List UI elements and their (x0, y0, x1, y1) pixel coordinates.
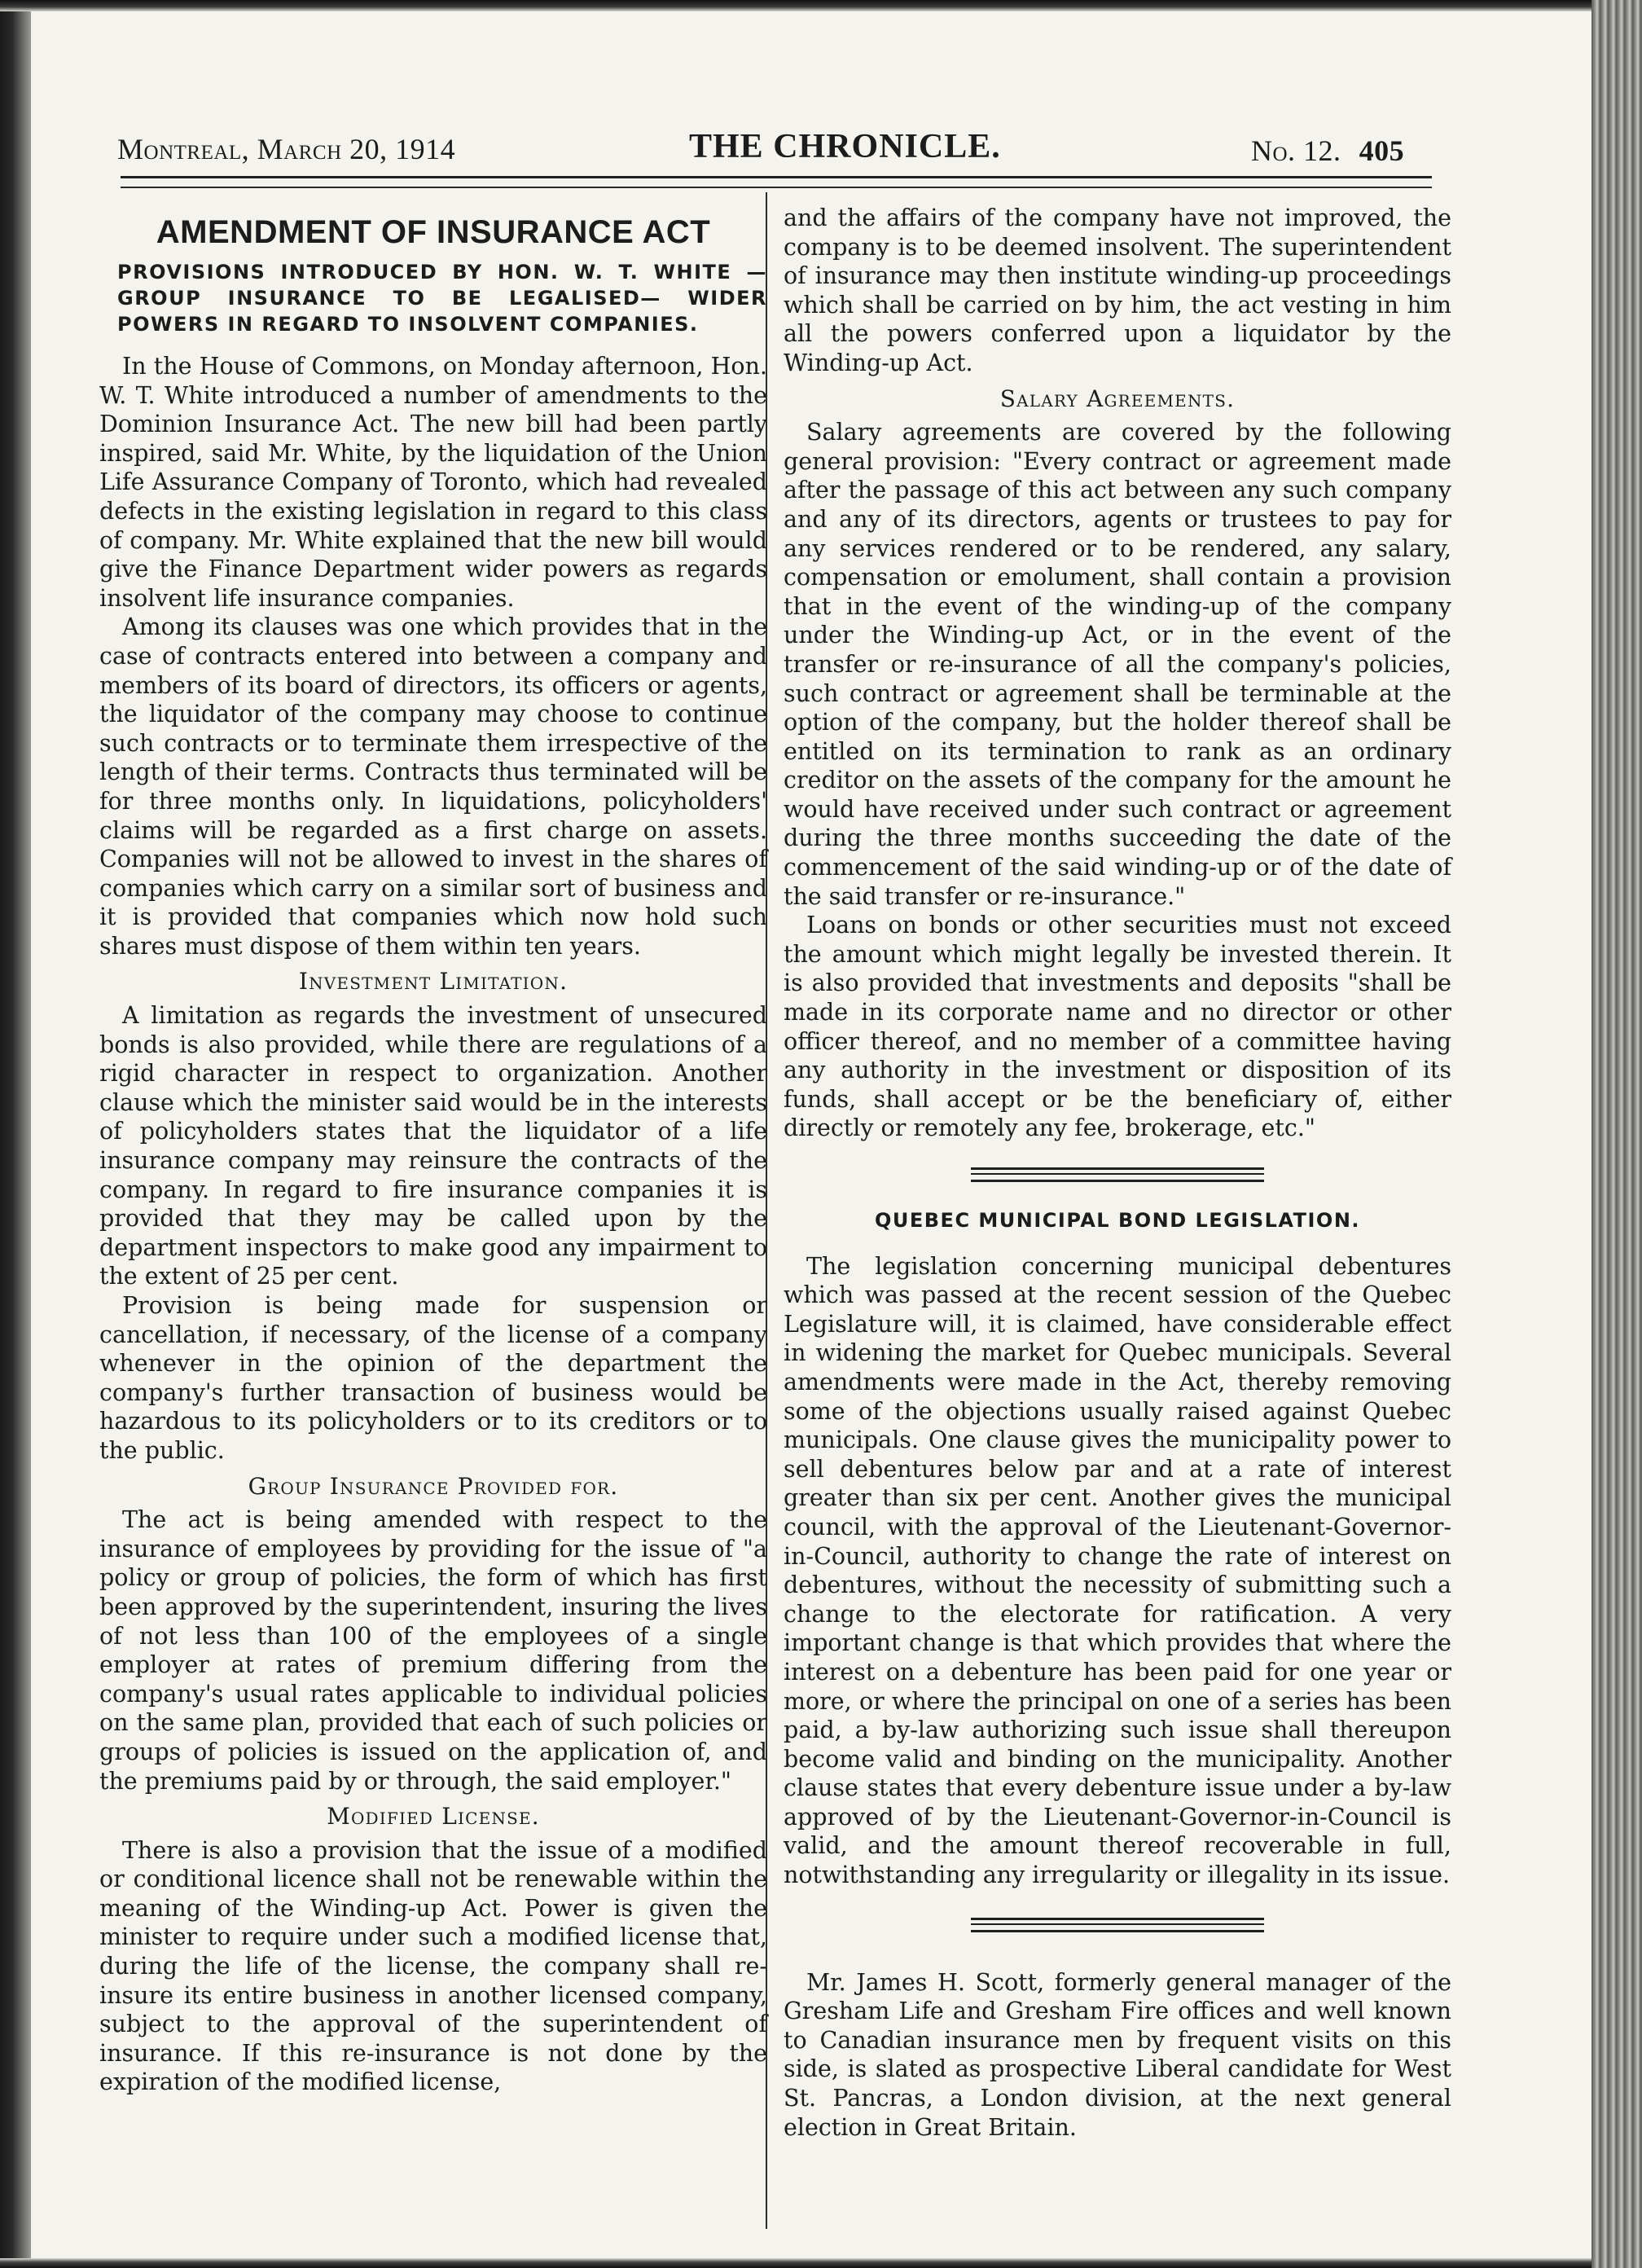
paragraph: A limitation as regards the investment of unsecured bonds is also provided, while there are regulations of a rigid character in respect to organization. Another clause which the minister said would be in the interests of policyholders states that the liquidator of a life insurance company may reinsure the contracts of the company. In regard to fire insurance companies it is provided that they may be called upon by the department inspectors to make good any impairment to the extent of 25 per cent. (99, 1002, 767, 1290)
paragraph: Loans on bonds or other securities must not exceed the amount which might legally be invested therein. It is also provided that investments and deposits "shall be made in its corporate name and no director or other officer thereof, and no member of a committee having any authority in the investment or disposition of its funds, shall accept or be the beneficiary of, either directly or remotely any fee, brokerage, etc." (784, 912, 1451, 1142)
publication-title: THE CHRONICLE. (689, 128, 1001, 165)
article-title: QUEBEC MUNICIPAL BOND LEGISLATION. (874, 1209, 1361, 1232)
header-rule (121, 176, 1432, 188)
paragraph: The act is being amended with respect to the insurance of employees by providing for the issue of "a policy or group of policies, the form of which has first been approved by the superintendent, insuring the lives of not less than 100 of the employees of a single employer at rates of premium differing from the company's usual rates applicable to individual policies on the same plan, provided that each of such policies or groups of policies is issued on the application of, and the premiums paid by or through, the said employer." (99, 1506, 767, 1795)
issue-info (1251, 134, 1404, 168)
article-subtitle: PROVISIONS INTRODUCED BY HON. W. T. WHITE —GROUP INSURANCE TO BE LEGALISED— WIDER POWERS IN REGARD TO INSOLVENT COMPANIES. (117, 261, 767, 336)
column-left (99, 204, 767, 2097)
section-heading-salary: Salary Agreements. (999, 385, 1236, 412)
issue-number: No. 12. (1251, 134, 1341, 167)
scan-border-top (0, 0, 1642, 11)
article-title: AMENDMENT OF INSURANCE ACT (156, 214, 711, 250)
section-heading-modified-license: Modified License. (327, 1803, 540, 1831)
running-header (88, 122, 1432, 173)
column-right (784, 204, 1451, 2142)
paragraph: The legislation concerning municipal debentures which was passed at the recent session of the Quebec Legislature will, it is claimed, have considerable effect in widening the market for Quebec municipals. Several amendments were made in the Act, thereby removing some of the objections usually raised against Quebec municipals. One clause gives the municipality power to sell debentures below par and at a rate of interest greater than six per cent. Another gives the municipal council, with the approval of the Lieutenant-Governor-in-Council, authority to change the rate of interest on debentures, without the necessity of submitting such a change to the electorate for ratification. A very important change is that which provides that where the interest on a debenture has been paid for one year or more, or where the principal on one of a series has been paid, a by-law authorizing such issue shall thereupon become valid and binding on the municipality. Another clause states that every debenture issue under a by-law approved of by the Lieutenant-Governor-in-Council is valid, and the amount thereof recoverable in full, notwithstanding any irregularity or illegality in its issue. (784, 1252, 1451, 1889)
book-binding-edge (1592, 0, 1642, 2268)
paragraph: There is also a provision that the issue of a modified or conditional licence shall not be renewable within the meaning of the Winding-up Act. Power is given the minister to require under such a modified license that, during the life of the license, the company shall re-insure its entire business in another licensed company, subject to the approval of the superintendent of insurance. If this re-insurance is not done by the expiration of the modified license, (99, 1836, 767, 2096)
paragraph: Mr. James H. Scott, formerly general manager of the Gresham Life and Gresham Fire offices and well known to Canadian insurance men by frequent visits on this side, is slated as prospective Liberal candidate for West St. Pancras, a London division, at the next general election in Great Britain. (784, 1968, 1451, 2141)
scan-border-left (0, 0, 31, 2268)
paragraph: Among its clauses was one which provides that in the case of contracts entered into between a company and members of its board of directors, its officers or agents, the liquidator of the company may choose to continue such contracts or to terminate them irrespective of the length of their terms. Contracts thus terminated will be for three months only. In liquidations, policyholders' claims will be regarded as a first charge on assets. Companies will not be allowed to invest in the shares of companies which carry on a similar sort of business and it is provided that companies which now hold such shares must dispose of them within ten years. (99, 613, 767, 960)
paragraph: Salary agreements are covered by the following general provision: "Every contract or agreement made after the passage of this act between any such company and any of its directors, agents or trustees to pay for any services rendered or to be rendered, any salary, compensation or emolument, shall contain a provision that in the event of the winding-up of the company under the Winding-up Act, or in the event of the transfer or re-insurance of all the company's policies, such contract or agreement shall be terminable at the option of the company, but the holder thereof shall be entitled on its termination to rank as an ordinary creditor on the assets of the company for the amount he would have received under such contract or agreement during the three months succeeding the date of the commencement of the said winding-up or of the date of the said transfer or re-insurance." (784, 419, 1451, 910)
page-number: 405 (1359, 134, 1405, 167)
section-heading-group-insurance: Group Insurance Provided for. (248, 1472, 619, 1500)
paragraph: Provision is being made for suspension or cancellation, if necessary, of the license of a company whenever in the opinion of the department the company's further transaction of business would be hazardous to its policyholders or to its creditors or to the public. (99, 1292, 767, 1464)
paragraph: In the House of Commons, on Monday afternoon, Hon. W. T. White introduced a number of amendments to the Dominion Insurance Act. The new bill had been partly inspired, said Mr. White, by the liquidation of the Union Life Assurance Company of Toronto, which had revealed defects in the existing legislation in regard to this class of company. Mr. White explained that the new bill would give the Finance Department wider powers as regards insolvent life insurance companies. (99, 353, 767, 612)
paragraph-continued: and the affairs of the company have not improved, the company is to be deemed insolvent. The superintendent of insurance may then institute winding-up proceedings which shall be carried on by him, the act vesting in him all the powers conferred upon a liquidator by the Winding-up Act. (784, 204, 1451, 376)
section-separator (971, 1167, 1264, 1182)
scan-border-bottom (0, 2258, 1642, 2268)
section-heading-investment: Investment Limitation. (298, 968, 569, 996)
section-separator (971, 1918, 1264, 1932)
dateline: Montreal, March 20, 1914 (117, 133, 456, 165)
